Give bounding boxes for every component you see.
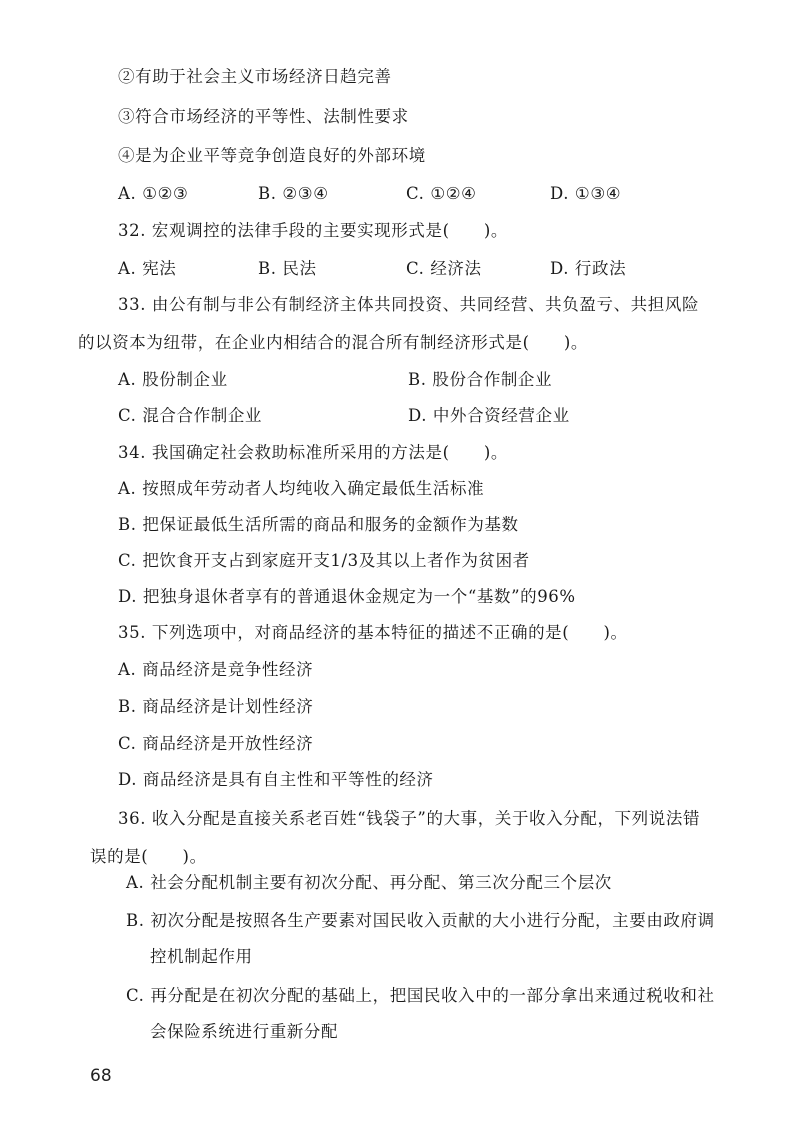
q35-option-b: B. 商品经济是计划性经济 (118, 697, 314, 716)
q31-statement-2: ②有助于社会主义市场经济日趋完善 (118, 67, 392, 86)
q36-stem-line1: 36. 收入分配是直接关系老百姓“钱袋子”的大事，关于收入分配，下列说法错 (118, 809, 701, 828)
q32-option-c: C. 经济法 (406, 259, 482, 278)
q34-option-b: B. 把保证最低生活所需的商品和服务的金额作为基数 (118, 515, 519, 534)
q34-option-d: D. 把独身退休者享有的普通退休金规定为一个“基数”的96% (118, 587, 576, 606)
q31-option-d: D. ①③④ (550, 184, 622, 203)
q33-option-c: C. 混合合作制企业 (118, 406, 263, 425)
q35-option-a: A. 商品经济是竞争性经济 (118, 660, 314, 679)
q35-option-d: D. 商品经济是具有自主性和平等性的经济 (118, 770, 434, 789)
q31-option-c: C. ①②④ (406, 184, 477, 203)
q36-option-c-line2: 会保险系统进行重新分配 (150, 1022, 339, 1041)
q36-option-c-line1: C. 再分配是在初次分配的基础上，把国民收入中的一部分拿出来通过税收和社 (126, 986, 715, 1005)
q32-option-d: D. 行政法 (550, 259, 627, 278)
q36-option-b-line1: B. 初次分配是按照各生产要素对国民收入贡献的大小进行分配，主要由政府调 (126, 911, 715, 930)
q34-option-a: A. 按照成年劳动者人均纯收入确定最低生活标准 (118, 479, 485, 498)
q31-statement-3: ③符合市场经济的平等性、法制性要求 (118, 107, 409, 126)
q32-option-a: A. 宪法 (118, 259, 177, 278)
q31-option-a: A. ①②③ (118, 184, 189, 203)
q36-option-b-line2: 控机制起作用 (150, 947, 253, 966)
q33-stem-line2: 的以资本为纽带，在企业内相结合的混合所有制经济形式是( )。 (78, 333, 588, 352)
q34-stem: 34. 我国确定社会救助标准所采用的方法是( )。 (118, 443, 508, 462)
q35-option-c: C. 商品经济是开放性经济 (118, 734, 314, 753)
q33-option-b: B. 股份合作制企业 (408, 370, 553, 389)
q32-option-b: B. 民法 (258, 259, 317, 278)
q35-stem: 35. 下列选项中，对商品经济的基本特征的描述不正确的是( )。 (118, 623, 628, 642)
page-number: 68 (90, 1066, 112, 1086)
q33-option-a: A. 股份制企业 (118, 370, 228, 389)
q34-option-c: C. 把饮食开支占到家庭开支1/3及其以上者作为贫困者 (118, 551, 530, 570)
q36-option-a: A. 社会分配机制主要有初次分配、再分配、第三次分配三个层次 (126, 873, 612, 892)
q33-stem-line1: 33. 由公有制与非公有制经济主体共同投资、共同经营、共负盈亏、共担风险 (118, 295, 700, 314)
q32-stem: 32. 宏观调控的法律手段的主要实现形式是( )。 (118, 221, 508, 240)
q31-option-b: B. ②③④ (258, 184, 329, 203)
q31-statement-4: ④是为企业平等竞争创造良好的外部环境 (118, 146, 426, 165)
q33-option-d: D. 中外合资经营企业 (408, 406, 570, 425)
q36-stem-line2: 误的是( )。 (90, 847, 207, 866)
